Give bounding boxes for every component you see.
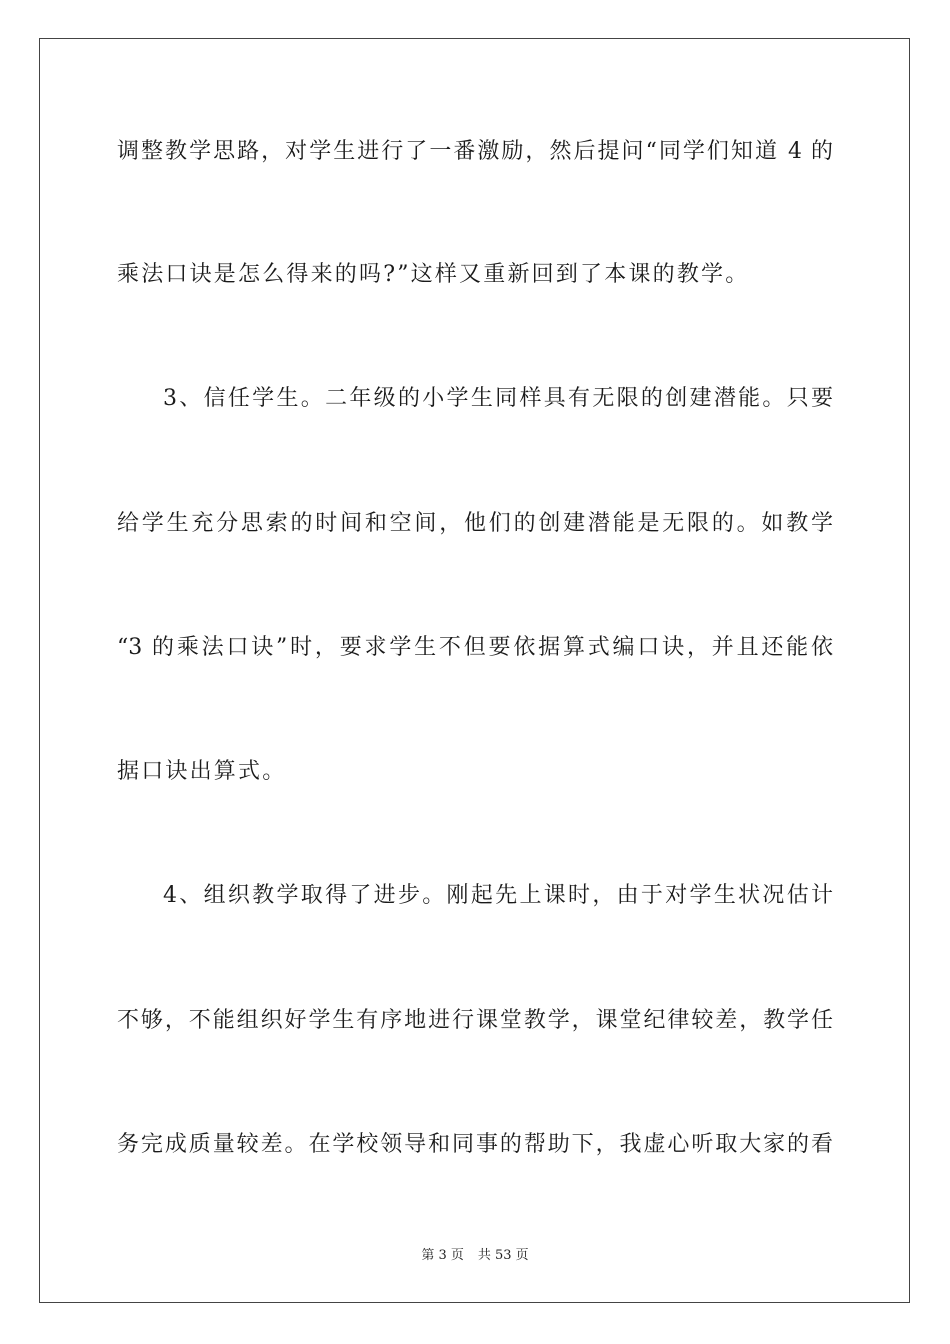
text-line: 乘法口诀是怎么得来的吗?”这样又重新回到了本课的教学。 [117,262,750,287]
text-line: 给学生充分思索的时间和空间，他们的创建潜能是无限的。如教学 [117,511,833,536]
paragraph-start-line: 3、信任学生。二年级的小学生同样具有无限的创建潜能。只要 [163,386,833,411]
paragraph-start-line: 4、组织教学取得了进步。刚起先上课时，由于对学生状况估计 [163,883,833,908]
text-line: “3 的乘法口诀”时，要求学生不但要依据算式编口诀，并且还能依 [117,635,833,660]
page-footer [0,1247,950,1265]
page-border [39,38,910,1303]
text-line: 调整教学思路，对学生进行了一番激励，然后提问“同学们知道 4 的 [117,139,833,164]
text-line: 务完成质量较差。在学校领导和同事的帮助下，我虚心听取大家的看 [117,1132,833,1157]
total-pages: 共 53 页 [477,1248,529,1263]
page-number: 第 3 页 [421,1248,464,1263]
text-line: 不够，不能组织好学生有序地进行课堂教学，课堂纪律较差，教学任 [117,1008,833,1033]
text-line: 据口诀出算式。 [117,759,287,784]
